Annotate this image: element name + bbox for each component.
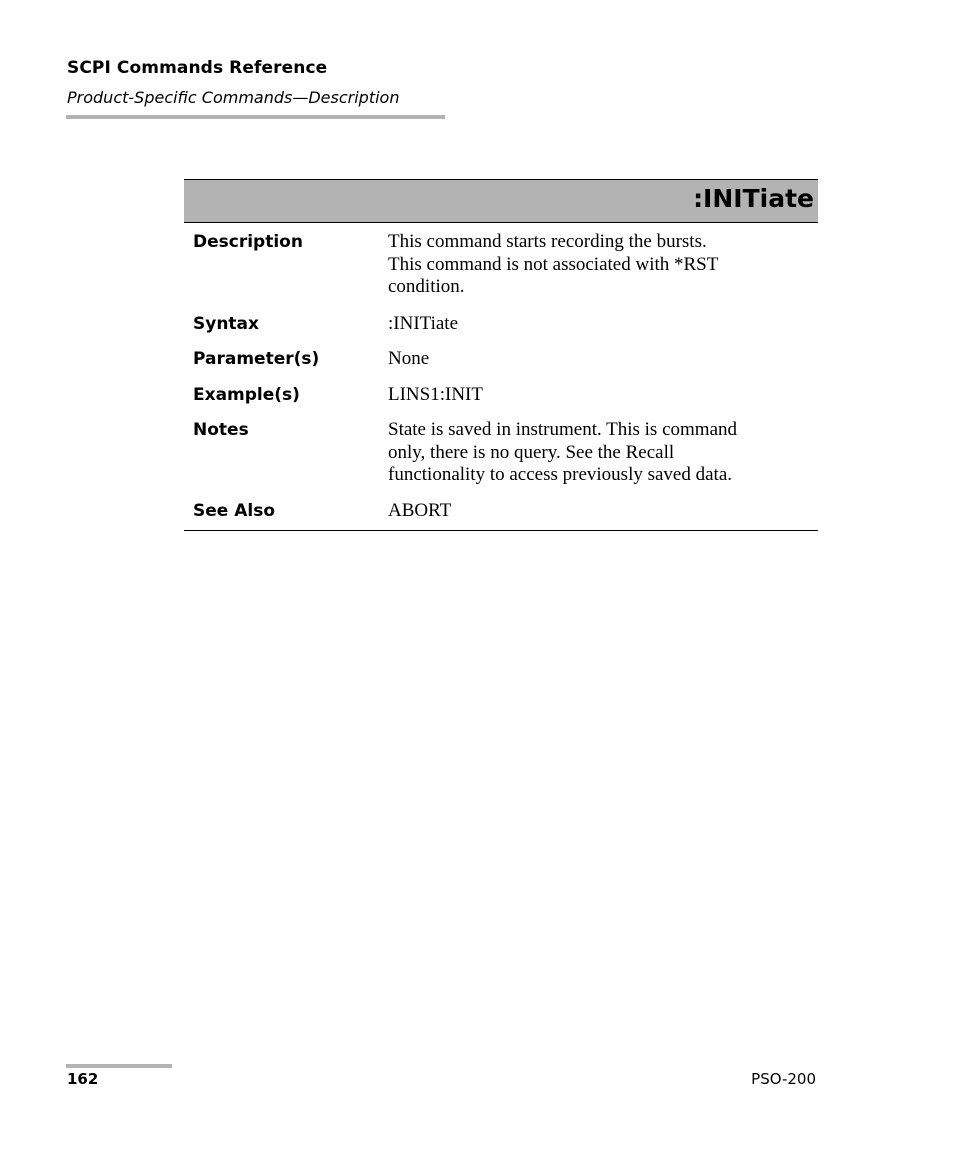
value-line: :INITiate bbox=[388, 312, 459, 334]
row-syntax bbox=[184, 299, 818, 336]
value-line: This command starts recording the bursts. bbox=[388, 231, 707, 252]
value-line: ABORT bbox=[388, 499, 452, 521]
section-title: SCPI Commands Reference bbox=[67, 58, 328, 78]
command-table bbox=[184, 179, 818, 531]
row-value bbox=[388, 313, 808, 336]
value-line: condition. bbox=[388, 276, 465, 297]
value-line: This command is not associated with *RST bbox=[388, 253, 719, 275]
row-description bbox=[184, 223, 818, 299]
row-label: Example(s) bbox=[193, 384, 300, 405]
value-line: only, there is no query. See the Recall bbox=[388, 441, 675, 463]
table-bottom-rule bbox=[184, 530, 818, 531]
value-line: None bbox=[388, 348, 430, 369]
row-value bbox=[388, 500, 808, 523]
command-title-bar bbox=[184, 179, 818, 223]
section-subtitle: Product-Specific Commands—Description bbox=[67, 88, 400, 107]
value-line: LINS1:INIT bbox=[388, 383, 483, 405]
row-value bbox=[388, 419, 808, 487]
row-label: See Also bbox=[193, 500, 276, 521]
product-name: PSO-200 bbox=[751, 1070, 816, 1088]
row-value bbox=[388, 384, 808, 407]
row-value bbox=[388, 231, 808, 299]
command-name: :INITiate bbox=[693, 184, 814, 213]
row-see-also bbox=[184, 487, 818, 523]
footer-rule bbox=[66, 1064, 172, 1068]
row-value bbox=[388, 348, 808, 371]
command-rows bbox=[184, 223, 818, 522]
row-examples bbox=[184, 371, 818, 407]
row-label: Syntax bbox=[193, 313, 259, 334]
value-line: State is saved in instrument. This is command bbox=[388, 419, 738, 440]
row-label: Description bbox=[193, 232, 303, 252]
header-rule bbox=[66, 115, 445, 119]
row-label: Notes bbox=[193, 420, 249, 440]
row-label: Parameter(s) bbox=[193, 349, 320, 369]
page-number: 162 bbox=[67, 1070, 99, 1088]
value-line: functionality to access previously saved data. bbox=[388, 464, 733, 485]
row-notes bbox=[184, 406, 818, 487]
row-parameters bbox=[184, 335, 818, 371]
